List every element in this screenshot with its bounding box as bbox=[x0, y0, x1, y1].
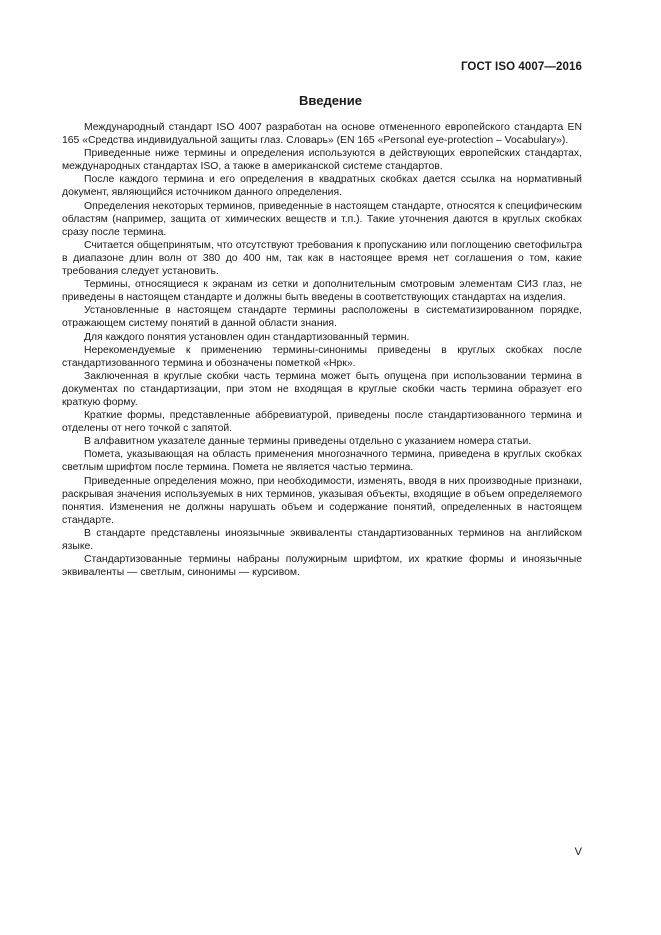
page-number: V bbox=[574, 846, 582, 858]
section-title: Введение bbox=[299, 93, 362, 108]
paragraph: Нерекомендуемые к применению термины-синонимы приведены в круглых скобках после стандартизованного термина и обозначены пометкой «Нрк». bbox=[62, 344, 582, 369]
paragraph: Международный стандарт ISO 4007 разработан на основе отмененного европейского стандарта EN 165 «Средства индивидуальной защиты глаз. Словарь» (EN 165 «Personal eye-protection – Vocabulary»). bbox=[62, 122, 582, 147]
paragraph: Определения некоторых терминов, приведенные в настоящем стандарте, относятся к специфическим областям (например, защита от химических веществ и т.п.). Такие уточнения даются в круглых скобках сразу после термина. bbox=[62, 200, 582, 238]
paragraph: Термины, относящиеся к экранам из сетки и дополнительным смотровым элементам СИЗ глаз, не приведены в настоящем стандарте и должны быть введены в соответствующих стандартах на изделия. bbox=[62, 279, 582, 304]
paragraph: Считается общепринятым, что отсутствуют требования к пропусканию или поглощению светофильтра в диапазоне длин волн от 380 до 400 нм, так как в настоящее время нет соглашения о том, какие требования следует установить. bbox=[62, 239, 582, 278]
paragraph: Приведенные ниже термины и определения используются в действующих европейских стандартах, международных стандартах ISO, а также в американской системе стандартов. bbox=[62, 148, 582, 173]
paragraph: Заключенная в круглые скобки часть термина может быть опущена при использовании термина в документах по стандартизации, при этом не входящая в круглые скобки часть термина образует его краткую форму. bbox=[62, 370, 582, 408]
paragraph: Для каждого понятия установлен один стандартизованный термин. bbox=[84, 331, 410, 343]
paragraph: Приведенные определения можно, при необходимости, изменять, вводя в них производные признаки, раскрывая значения используемых в них терминов, указывая объекты, входящие в объем определяемого понятия. Изменения не должны нарушать объем и содержание понятий, определенных в настоящем стандарте. bbox=[62, 475, 582, 526]
document-code: ГОСТ ISO 4007—2016 bbox=[460, 61, 582, 73]
paragraph: Установленные в настоящем стандарте термины расположены в систематизированном порядке, отражающем систему понятий в данной области знания. bbox=[62, 305, 582, 330]
paragraph: Стандартизованные термины набраны полужирным шрифтом, их краткие формы и иноязычные эквиваленты — светлым, синонимы — курсивом. bbox=[62, 554, 582, 579]
paragraph: В стандарте представлены иноязычные эквиваленты стандартизованных терминов на английском языке. bbox=[62, 527, 582, 552]
paragraph: В алфавитном указателе данные термины приведены отдельно с указанием номера статьи. bbox=[84, 436, 532, 448]
body-text bbox=[62, 121, 582, 579]
paragraph: Краткие формы, представленные аббревиатурой, приведены после стандартизованного термина и отделены от него точкой с запятой. bbox=[62, 410, 582, 435]
paragraph: После каждого термина и его определения в квадратных скобках дается ссылка на нормативный документ, являющийся источником данного определения. bbox=[62, 174, 582, 199]
paragraph: Помета, указывающая на область применения многозначного термина, приведена в круглых скобках светлым шрифтом после термина. Помета не является частью термина. bbox=[62, 449, 582, 474]
